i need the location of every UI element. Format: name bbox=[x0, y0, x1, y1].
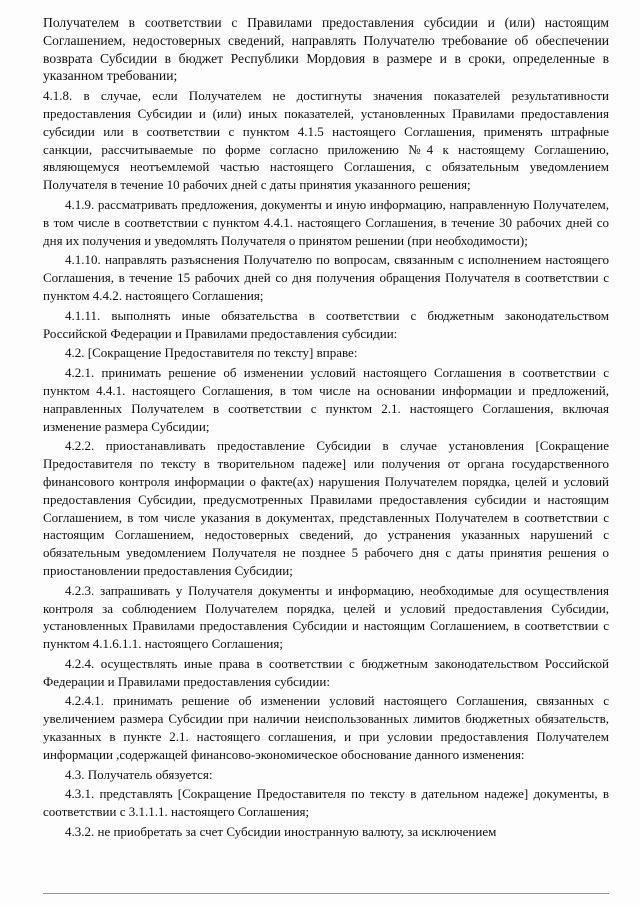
paragraph-4-1-9: 4.1.9. рассматривать предложения, документы и иную информацию, направленную Получателем, в том числе в соответствии с пунктом 4.4.1. настоящего Соглашения, в течение 30 рабочих дней со дня их получения и уведомлять Получателя о принятом решении (при необходимости); bbox=[43, 196, 609, 248]
paragraph-4-3: 4.3. Получатель обязуется: bbox=[65, 766, 213, 782]
paragraph-4-2-2: 4.2.2. приостанавливать предоставление Субсидии в случае установления [Сокращение Предоставителя по тексту в творительном падеже] или получения от органа государственного финансового контроля информации о факте(ах) нарушения Получателем порядка, целей и условий предоставления Субсидии, предусмотренных Правилами предоставления субсидии и настоящим Соглашением, в том числе указания в документах, представленных Получателем в соответствии с настоящим Соглашением, недостоверных сведений, до устранения указанных нарушений с обязательным уведомлением Получателя не позднее 5 рабочего дня с даты принятия решения о приостановлении предоставления Субсидии; bbox=[43, 438, 609, 578]
paragraph-4-2-4: 4.2.4. осуществлять иные права в соответствии с бюджетным законодательством Российской Федерации и Правилами предоставления субсидии: bbox=[43, 655, 609, 689]
paragraph-4-1-8: 4.1.8. в случае, если Получателем не достигнуты значения показателей результативности предоставления Субсидии и (или) иных показателей, установленных Правилами предоставления субсидии или в соответствии с пунктом 4.1.5 настоящего Соглашения, применять штрафные санкции, рассчитываемые по форме согласно приложению №4 к настоящему Соглашению, являющемуся неотъемлемой частью настоящего Соглашения, с обязательным уведомлением Получателя в течение 10 рабочих дней с даты принятия указанного решения; bbox=[43, 88, 609, 193]
paragraph-4-1-11: 4.1.11. выполнять иные обязательства в соответствии с бюджетным законодательством Российской Федерации и Правилами предоставления субсидии: bbox=[43, 307, 609, 341]
paragraph-4-2-4-1: 4.2.4.1. принимать решение об изменении условий настоящего Соглашения, связанных с увеличением размера Субсидии при наличии неиспользованных лимитов бюджетных обязательств, указанных в пункте 2.1. настоящего соглашения, и при условии предоставления Получателем информации ,содержащей финансово-экономическое обоснование данного изменения: bbox=[43, 693, 609, 762]
paragraph-4-2: 4.2. [Сокращение Предоставителя по тексту] вправе: bbox=[65, 345, 358, 361]
paragraph-4-3-1: 4.3.1. представлять [Сокращение Предоставителя по тексту в дательном надеже] документы, в соответствии с 3.1.1.1. настоящего Соглашения; bbox=[43, 786, 609, 820]
paragraph-4-3-2: 4.3.2. не приобретать за счет Субсидии иностранную валюту, за исключением bbox=[65, 824, 497, 840]
paragraph-continuation: Получателем в соответствии с Правилами предоставления субсидии и (или) настоящим Соглашением, недостоверных сведений, направлять Получателю требование об обеспечении возврата Субсидии в бюджет Республики Мордовия в размере и в сроки, определенные в указанном требовании; bbox=[43, 15, 609, 84]
page-bottom-rule bbox=[43, 893, 609, 894]
paragraph-4-2-1: 4.2.1. принимать решение об изменении условий настоящего Соглашения в соответствии с пунктом 4.4.1. настоящего Соглашения, в том числе на основании информации и предложений, направленных Получателем в соответствии с пунктом 2.1. настоящего Соглашения, включая изменение размера Субсидии; bbox=[43, 365, 609, 434]
paragraph-4-1-10: 4.1.10. направлять разъяснения Получателю по вопросам, связанным с исполнением настоящего Соглашения, в течение 15 рабочих дней со дня получения обращения Получателя в соответствии с пунктом 4.4.2. настоящего Соглашения; bbox=[43, 252, 609, 303]
paragraph-4-2-3: 4.2.3. запрашивать у Получателя документы и информацию, необходимые для осуществления контроля за соблюдением Получателем порядка, целей и условий предоставления Субсидии, установленных Правилами предоставления Субсидии и настоящим Соглашением, в соответствии с пунктом 4.1.6.1.1. настоящего Соглашения; bbox=[43, 582, 609, 652]
document-body bbox=[43, 14, 609, 843]
